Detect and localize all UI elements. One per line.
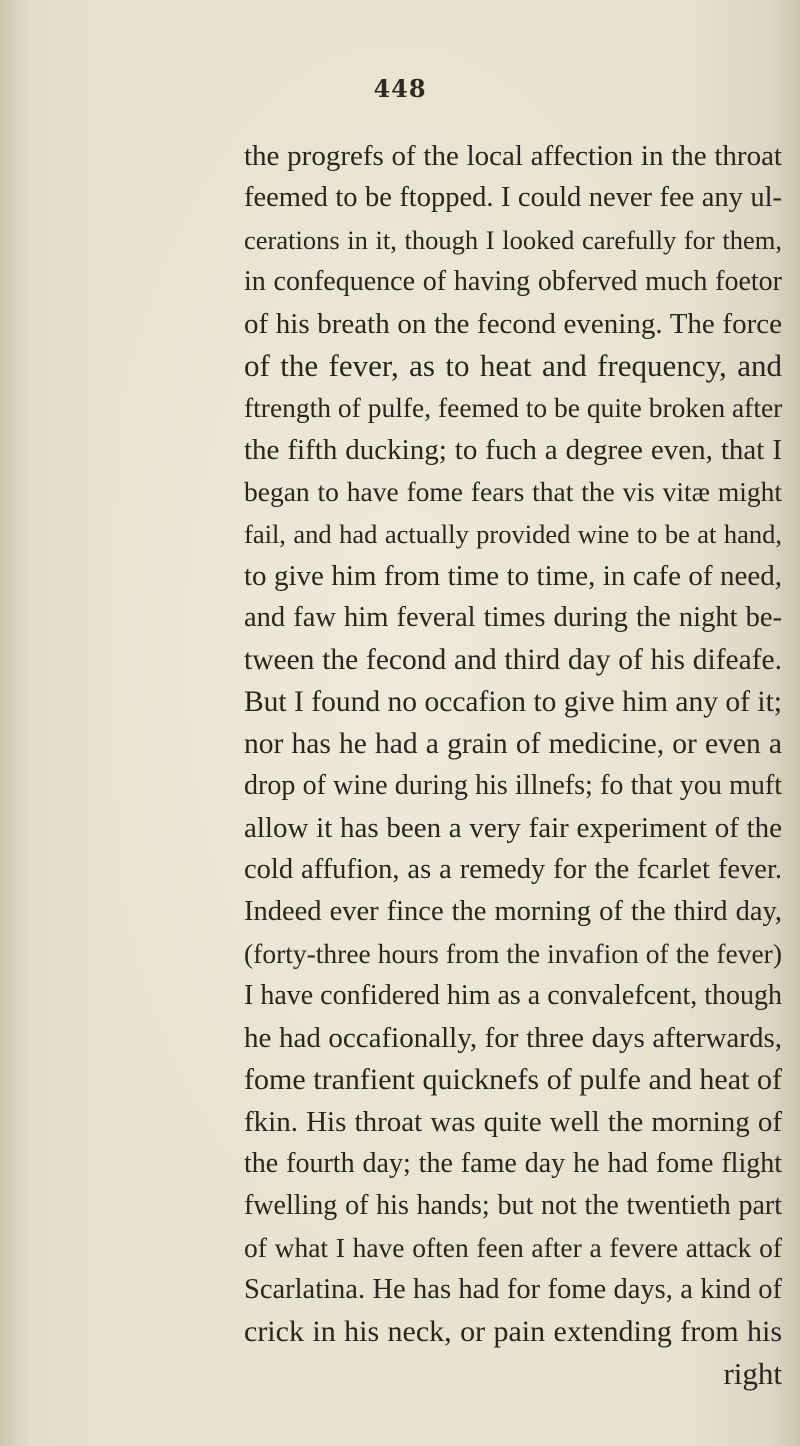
text-line: fkin. His throat was quite well the morning of [244,1106,782,1138]
text-line: the progrefs of the local affection in the throat [244,140,782,172]
text-line: the fourth day; the fame day he had fome flight [244,1148,782,1179]
text-line: the fifth ducking; to fuch a degree even, that I [244,434,782,466]
text-line: Scarlatina. He has had for fome days, a kind of [244,1274,782,1305]
text-line: of what I have often feen after a fevere attack of [244,1232,782,1263]
text-line: cerations in it, though I looked carefully for them, [244,225,782,255]
text-line: crick in his neck, or pain extending from his [244,1315,782,1348]
text-line: (forty-three hours from the invafion of the fever) [244,938,782,969]
text-line: of his breath on the fecond evening. The force [244,308,782,340]
text-line: nor has he had a grain of medicine, or even a [244,728,782,760]
text-line: Indeed ever fince the morning of the third day, [244,896,782,927]
text-line: fome tranfient quicknefs of pulfe and heat of [244,1063,782,1096]
text-line: to give him from time to time, in cafe of need, [244,560,782,592]
text-line: fail, and had actually provided wine to be at hand, [244,519,782,549]
text-line: tween the fecond and third day of his difeafe. [244,644,782,676]
text-line: began to have fome fears that the vis vitæ might [244,476,782,507]
text-line: ftrength of pulfe, feemed to be quite broken after [244,392,783,423]
page-number: 448 [373,74,427,103]
text-line: fwelling of his hands; but not the twentieth part [244,1190,782,1221]
text-line: cold affufion, as a remedy for the fcarlet fever. [244,854,782,885]
text-line: I have confidered him as a convalefcent, though [244,980,783,1011]
text-line: drop of wine during his illnefs; fo that you muft [244,770,782,801]
catchword: right [723,1356,782,1391]
text-line: of the fever, as to heat and frequency, and [244,348,782,383]
text-line: allow it has been a very fair experiment of the [244,812,782,844]
text-line: he had occafionally, for three days afterwards, [244,1022,782,1054]
text-line: But I found no occafion to give him any of it; [244,686,782,718]
text-line: feemed to be ftopped. I could never fee any ul- [244,182,782,213]
text-line: and faw him feveral times during the night be- [244,602,782,633]
text-line: in confequence of having obferved much foetor [244,266,782,297]
